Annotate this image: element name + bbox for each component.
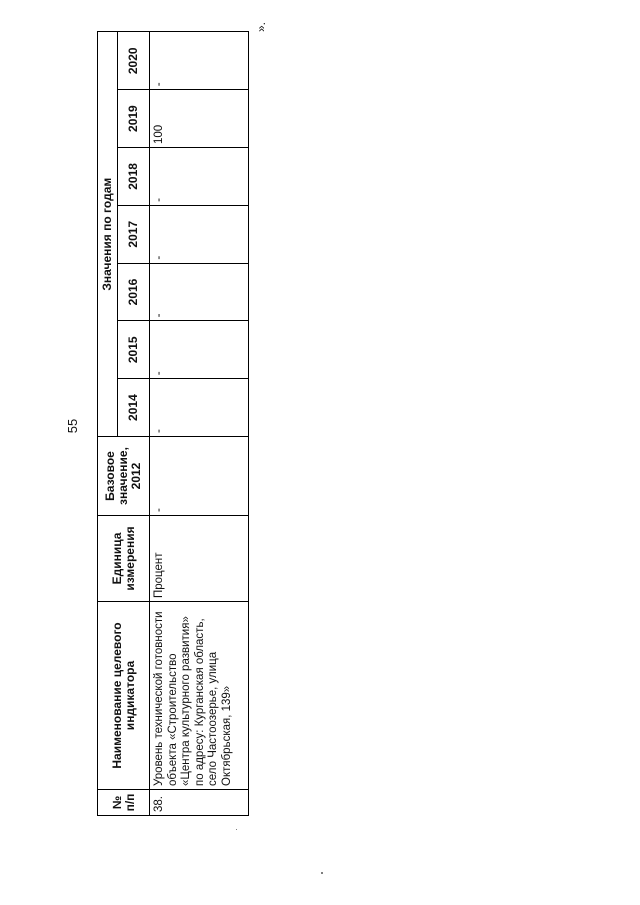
row-year-value: - — [150, 263, 249, 321]
closing-quote-mark: ». — [254, 22, 268, 33]
row-year-value: - — [150, 321, 249, 379]
row-year-value: - — [150, 32, 249, 90]
table-row — [150, 32, 249, 816]
header-year: 2017 — [118, 205, 150, 263]
header-base: Базовое значение, 2012 — [98, 437, 150, 516]
header-year: 2019 — [118, 90, 150, 148]
header-name: Наименование целевого индикатора — [98, 602, 150, 790]
row-base-value: - — [150, 437, 249, 516]
indicator-table-container — [97, 32, 249, 816]
row-unit: Процент — [150, 516, 249, 602]
header-year: 2015 — [118, 321, 150, 379]
row-year-value: - — [150, 148, 249, 206]
scan-speck — [321, 872, 323, 874]
header-year: 2016 — [118, 263, 150, 321]
header-unit: Единица измерения — [98, 516, 150, 602]
header-values-group: Значения по годам — [98, 32, 118, 437]
header-year: 2018 — [118, 148, 150, 206]
row-year-value: - — [150, 379, 249, 437]
header-year: 2020 — [118, 32, 150, 90]
page-number: 55 — [65, 418, 80, 434]
row-indicator-name: Уровень технической готовности объекта «Строительство «Центра культурного развития» по адресу: Курганская область, село Частоозерье, улица Октябрьская, 139» — [150, 602, 249, 790]
indicator-table — [97, 31, 249, 816]
header-num: № п/п — [98, 790, 150, 816]
row-num: 38. — [150, 790, 249, 816]
row-year-value: - — [150, 205, 249, 263]
scan-speck — [236, 829, 237, 830]
row-year-value: 100 — [150, 90, 249, 148]
header-year: 2014 — [118, 379, 150, 437]
